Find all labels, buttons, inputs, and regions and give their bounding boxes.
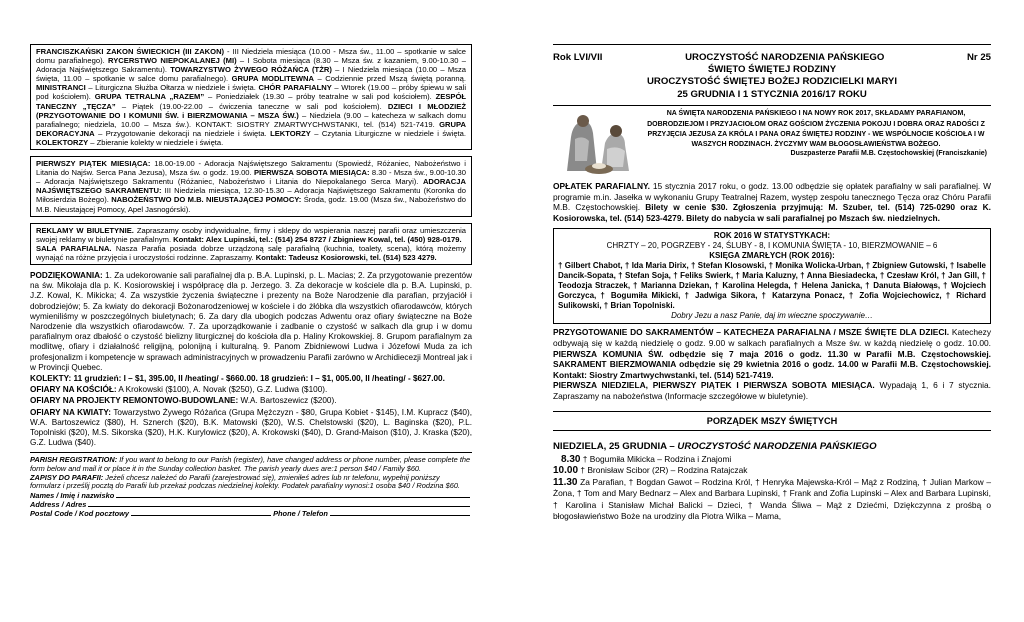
group-dance-text: – Piątek (19.00-22.00 – ćwiczenia taneczne w sali pod kościołem).: [115, 101, 388, 111]
kosciol-heading: OFIARY NA KOŚCIÓŁ:: [30, 385, 117, 395]
first-friday-text: 18.00-19.00 - Adoracja Najświętszego Sakramentu (Spowiedź, Różaniec, Nabożeństwo i Litania do Najśw. Serca Pana Jezusa), Msza św. o godz. 19.00.: [36, 159, 466, 178]
group-lectors-text: – Czytania Liturgiczne w niedziele i święta.: [310, 128, 466, 138]
stats-title: ROK 2016 W STATYSTYKACH:: [713, 230, 831, 240]
group-mi-text: – I Sobota miesiąca (8.30 – Msza św. z kazaniem, 9.00-10.30 – Adoracja Najświętszego Sakramentu).: [36, 56, 466, 75]
group-decor-text: – Przygotowanie dekoracji na niedziele i święta.: [94, 128, 271, 138]
registration-pl: [30, 474, 472, 491]
group-dance-label: ZESPÓŁ TANECZNY „TĘCZA”: [36, 92, 466, 111]
divider: [30, 452, 472, 453]
prayer-quote: Dobry Jezu a nasz Panie, daj im wieczne spoczywanie…: [671, 311, 873, 321]
kosciol-text: A Krokowski ($100), A. Novak ($250), G.Z. Ludwa ($100).: [116, 385, 328, 395]
thanks-text: 1. Za udekorowanie sali parafialnej dla p. B.A. Lupinski, p. L. Macias; 2. Za przygotowanie prezentów na św. Mikołaja dla p. K. Kosiorowskiej i współpracę dla p. Jerzego. 3. Za dekoracje w kościele dla p. B.A. Lupinski, p. J.Z. Kowal, K. Mikicka; 4. Za wszystkie życzenia świąteczne i prezenty na Boże Narodzenie dla parafian, przyjaciół i dobrodziejów; 5. Za kwiaty do dekoracji Bożonarodzeniowej w kościele i do żłóbka dla wszystkich ofiarodawców, których wymieniliśmy w poszczególnych biuletynach; 6. Za dary dla ubogich podczas Adwentu oraz ofiary świąteczne na Boże Narodzenie dla wszystkich ofiarodawców. 7. Za uporządkowanie i zadbanie o czystość w salkach dla grup i w domu parafialnym oraz dbałość o czystość bielizny liturgicznej do kościoła dla p. Haliny Krokowskiej. 8. Grupom parafialnym za modlitwę, ofiary i działalność religijną, polonijną i kulturalną. 9. Panom Zbidniewowi Ludwa i Józefowi Muda za ich profesjonalizm i kompetencje w sprawach administracyjnych w prowadzeniu Parafii zarówno w Archidiecezji Montreal jak i w Provincji Quebec.: [30, 270, 472, 372]
kwiaty-text: Towarzystwo Żywego Różańca (Grupa Mężczyzn - $80, Grupa Kobiet - $145), I.M. Kupracz ($40), W.A. Bartoszewicz ($80), H. Sznerch ($20), B.K. Matowski ($20), W.S. Chelstowski ($20), L. Baginska ($20), P.L. Topolniski ($20), M.S. Sikorska ($20), H.K. Kurylowicz ($20), A. Krokowski ($40), D. Grand-Maison ($10), J. Kraska ($20), G.Z. Ludwa ($40).: [30, 407, 472, 448]
postal-phone-field[interactable]: [30, 509, 472, 518]
zapisy-heading: ZAPISY DO PARAFII:: [30, 472, 104, 482]
address-field[interactable]: [30, 500, 472, 509]
left-column: [30, 44, 472, 518]
mass-entry: [553, 465, 991, 477]
mass-schedule: [553, 440, 991, 523]
hall-text: Nasza Parafia posiada dobrze urządzoną salę parafialną (kuchnia, toalety, scena), którą możemy wynająć na różne przyjęcia i uroczystości rodzinne. Zapraszamy.: [36, 243, 466, 262]
group-franciscan-label: FRANCISZKAŃSKI ZAKON ŚWIECKICH (III ZAKON): [36, 47, 225, 56]
kolekty-section: [30, 374, 472, 384]
kolekty-heading: KOLEKTY:: [30, 374, 72, 383]
deceased-names: † Gilbert Chabot, † Ida Maria Dirix, † Stefan Klosowski, † Monika Wolicka-Urban, † Zbigniew Gutowski, † Isabelle Dancik-Sopata, † Stefan Soja, † Feliks Swierk, † Maria Kaluzny, † Anna Biesiadecka, † Czesław Król, † Jan Gill, † Teodozja Straczek, † Marianna Dziekan, † Karolina Helegda, † Helena Janicka, † Danuta Białowąs, † Wojciech Gorczyca, † Bogumiła Mikicki, † Jadwiga Sikora, † Katarzyna Ponacz, † Zofia Wojciechowicz, † Richard Sulikowski, † Brian Topolniski.: [558, 260, 986, 311]
projekty-text: W.A. Bartoszewicz ($200).: [238, 396, 337, 406]
name-field-line[interactable]: [116, 497, 470, 498]
mass-time: 10.00: [553, 465, 579, 477]
adoration-label: ADORACJA NAJŚWIĘTSZEGO SAKRAMENTU:: [36, 177, 466, 196]
header-rule: [553, 105, 991, 106]
mass-day-label: NIEDZIELA, 25 GRUDNIA –: [553, 440, 675, 452]
group-lectors-label: LEKTORZY: [270, 128, 311, 138]
group-tzr-label: TOWARZYSTWO ŻYWEGO RÓŻAŃCA (TŻR): [170, 65, 332, 75]
mass-intention: Za Parafian, † Bogdan Gawot – Rodzina Król, † Henryka Majewska-Król – Mąż z Rodziną, † Julian Markow – Żona, † Tom and Mary Bednarz – Alex and Barbara Lupinski, † Frank and Zofia Lupinski – Alex and Barbara Lupinski, † Karolina i Stanisław Michał Balicki – Dzieci, † Wanda Śliwa – Mąż z Dziećmi, Dziękczynna z prośbą o błogosławieństwo Boże na urodziny dla Piotra Wilka – Mama,: [553, 476, 991, 522]
phone-field-line[interactable]: [330, 515, 470, 516]
mass-entry: [553, 477, 991, 523]
top-rule: [553, 44, 991, 45]
first-friday-label: PIERWSZY PIĄTEK MIESIĄCA:: [36, 159, 151, 169]
postal-field-label: Postal Code / Kod pocztowy: [30, 508, 129, 518]
announcements: [30, 271, 472, 448]
oplatek-heading: OPŁATEK PARAFIALNY.: [553, 181, 650, 192]
group-theatre-label: GRUPA TETRALNA „RAZEM”: [94, 92, 205, 102]
postal-field-line[interactable]: [131, 515, 271, 516]
projekty-section: [30, 396, 472, 406]
group-choir-label: CHÓR PARAFIALNY: [258, 83, 332, 93]
greeting-text-block: [641, 109, 991, 179]
mass-entry: [553, 454, 991, 466]
deceased-list: [558, 261, 986, 311]
thanks-heading: PODZIĘKOWANIA:: [30, 270, 103, 280]
novena-label: NABOŻEŃSTWO DO M.B. NIEUSTAJĄCEJ POMOCY:: [111, 195, 302, 205]
pierwsza-heading: PIERWSZA NIEDZIELA, PIERWSZY PIĄTEK I PIERWSZA SOBOTA MIESIĄCA.: [553, 380, 875, 391]
sakramenty-section: [553, 327, 991, 380]
registration-section: [30, 456, 472, 490]
deceased-title: KSIĘGA ZMARŁYCH (ROK 2016):: [709, 250, 835, 260]
oplatek-section: [553, 181, 991, 223]
feast-title-2: ŚWIĘTO ŚWIĘTEJ RODZINY: [707, 64, 837, 75]
group-tzr-text: – I Niedziela miesiąca (10.00 – Msza święta, 11.00 – spotkanie w salce domu parafialnego).: [36, 65, 466, 84]
sakramenty-details: PIERWSZA KOMUNIA ŚW. odbędzie się 7 maja 2016 o godz. 11.30 w Parafii M.B. Częstochowskiej. SAKRAMENT BIERZMOWANIA odbędzie się 29 kwietnia 2016 o godz. 14.00 w Parafii M.B. Częstochowskiej. Kontakt: Siostry Zmartwychwstanki, tel. (514) 521-7419.: [553, 348, 991, 380]
ads-text: Zapraszamy osoby indywidualne, firmy i sklepy do wspierania naszej parafii oraz umieszczenia swojej reklamy w biuletynie parafialnym.: [36, 225, 466, 244]
name-field-label: Names / Imię i nazwisko: [30, 490, 115, 500]
mass-intention: † Bronisław Scibor (2R) – Rodzina Ratajczak: [578, 465, 748, 476]
registration-text: If you want to belong to our Parish (register), have changed address or phone number, please complete the form below and mail it or place it in the Sunday collection basket. The parish yearly dues are:1 person $40 / Family $60.: [30, 455, 471, 474]
stats-box: [553, 228, 991, 325]
greeting-signature: Duszpasterze Parafii M.B. Częstochowskiej (Franciszkanie): [790, 150, 987, 158]
first-saturday-text: 8.30 - Msza św., 9.00-10.30 – Adoracja Najświętszego Sakramentu (Różaniec, Nabożeństwo i Litania do Niepokalanego Serca Maryi).: [36, 168, 466, 187]
registration-heading: PARISH REGISTRATION:: [30, 455, 118, 465]
group-youth-text: – Niedziela (9.00 – katecheza w salkach domu parafialnego; niedziela, 10.00 – Msza św.). KONTAKT: SIOSTRY ZMARTWYCHWSTANKI, tel. (514) 521-7419.: [36, 110, 467, 129]
issue-number: Nr 25: [967, 52, 991, 63]
projekty-heading: OFIARY NA PROJEKTY REMONTOWO-BUDOWLANE:: [30, 396, 239, 406]
group-youth-label: DZIECI I MŁODZIEŻ (PRZYGOTOWANIE DO I KOMUNII ŚW. i BIERZMOWANIA – MSZA ŚW.): [36, 101, 467, 120]
sakramenty-heading: PRZYGOTOWANIE DO SAKRAMENTÓW – KATECHEZA PARAFIALNA / MSZE ŚWIĘTE DLA DZIECI.: [553, 327, 950, 338]
pierwsza-section: [553, 380, 991, 401]
thanks-section: [30, 271, 472, 373]
right-column: [553, 44, 991, 523]
issue-year: Rok LVI/VII: [553, 52, 603, 63]
pierwsza-text: Wypadają 1, 6 i 7 stycznia. Zapraszamy na nabożeństwa (Informacje szczegółowe w biuletynie).: [553, 380, 991, 401]
zapisy-text: Jeżeli chcesz należeć do Parafii (zarejestrować się), zmieniłeś adres lub nr telefonu, wypełnij poniższy formularz i prześlij pocztą do Parafii lub przekaż podczas niedzielnej kolekty. Podatek parafialny wynosi:1 osoba $40 / Rodzina $60.: [30, 472, 460, 491]
stats-line: CHRZTY – 20, POGRZEBY - 24, ŚLUBY - 8, I KOMUNIA ŚWIĘTA - 10, BIERZMOWANIE – 6: [606, 240, 938, 250]
ads-label: REKLAMY W BIULETYNIE.: [36, 225, 134, 235]
group-theatre-text: – Poniedziałek (19.30 – próby teatralne w sali pod kościołem).: [204, 92, 436, 102]
group-altar-text: – Liturgiczna Służba Ołtarza w niedziele i święta.: [85, 83, 259, 93]
kosciol-section: [30, 385, 472, 395]
address-field-label: Address / Adres: [30, 499, 87, 509]
feast-title-3: UROCZYSTOŚĆ ŚWIĘTEJ BOŻEJ RODZICIELKI MARYI: [647, 76, 897, 88]
mass-schedule-heading: PORZĄDEK MSZY ŚWIĘTYCH: [553, 411, 991, 431]
mass-intention: † Bogumiła Mikicka – Rodzina i Znajomi: [580, 453, 732, 464]
novena-text: Środa, godz. 19.00 (Msza św., Nabożeństwo do M.B. Nieustającej Pomocy, Apel Jasnogórski).: [36, 195, 467, 214]
mass-day: [553, 440, 991, 454]
mass-time: 8.30: [561, 453, 581, 465]
ads-hall-box: [30, 223, 472, 265]
hall-contact: Kontakt: Tadeusz Kosiorowski, tel. (514) 523 4279.: [255, 252, 437, 262]
header-row: [553, 52, 991, 64]
feast-date: 25 GRUDNIA I 1 STYCZNIA 2016/17 ROKU: [677, 88, 867, 100]
group-altar-label: MINISTRANCI: [36, 83, 86, 93]
kolekty-text: 11 grudzień: I – $1, 395.00, II /heating/ - $660.00. 18 grudzień: I – $1, 005.00, II /heating/ - $627.00.: [71, 374, 445, 383]
parish-groups-box: [30, 44, 472, 150]
feast-title: UROCZYSTOŚĆ NARODZENIA PAŃSKIEGO: [685, 52, 885, 63]
kwiaty-heading: OFIARY NA KWIATY:: [30, 407, 111, 417]
name-field[interactable]: [30, 491, 472, 500]
mass-time: 11.30: [553, 476, 578, 488]
group-prayer-text: – Codziennie przed Mszą świętą poranną.: [314, 74, 466, 84]
registration-en: [30, 456, 472, 473]
adoration-text: III Niedziela miesiąca, 12.30-15.30 – Adoracja Najświętszego Sakramentu (Koronka do Miłosierdzia Bożego).: [36, 186, 466, 205]
first-saturday-label: PIERWSZA SOBOTA MIESIĄCA:: [253, 168, 370, 178]
hall-label: SALA PARAFIALNA.: [36, 243, 112, 253]
address-field-line[interactable]: [88, 506, 470, 507]
kwiaty-section: [30, 408, 472, 449]
phone-field-label: Phone / Telefon: [273, 508, 328, 518]
sakramenty-text: Katechezy odbywają się w każdą niedzielę o godz. 9.00 w salkach parafialnych a Msze św. w każdą niedzielę o godz. 10.00.: [553, 327, 992, 349]
oplatek-tickets: Bilety w cenie $30. Zgłoszenia przyjmują: M. Szuber, tel. (514) 725-0290 oraz K. Kosiorowska, tel. (514) 523-4279. Bilety do nabycia w sali parafialnej po Mszach św. niedzielnych.: [553, 202, 991, 223]
ads-contact: Kontakt: Alex Lupinski, tel.: (514) 254 8727 / Zbigniew Kowal, tel. (450) 928-0179.: [173, 234, 462, 244]
greeting-block: [553, 109, 991, 179]
nativity-image: [553, 109, 641, 179]
group-mi-label: RYCERSTWO NIEPOKALANEJ (MI): [108, 56, 237, 66]
devotions-box: [30, 156, 472, 217]
group-decor-label: GRUPA DEKORACYJNA: [36, 119, 466, 138]
group-collectors-text: – Zbieranie kolekty w niedziele i święta.: [88, 137, 224, 147]
group-prayer-label: GRUPA MODLITEWNA: [231, 74, 315, 84]
group-franciscan-text: - III Niedziela miesiąca (10.00 - Msza św., 11.00 – spotkanie w salce domu parafialnego).: [36, 47, 466, 66]
oplatek-text: 15 stycznia 2017 roku, o godz. 13.00 odbędzie się opłatek parafialny w sali parafialnej. W programie m.in. Jasełka w wykonaniu Grupy Teatralnej Razem, występ zespołu tanecznego Tęcza oraz Chóru Parafii M.B. Częstochowskiej.: [553, 181, 991, 213]
greeting-text: NA ŚWIĘTA NARODZENIA PAŃSKIEGO I NA NOWY ROK 2017, SKŁADAMY PARAFIANOM, DOBRODZIEJOM I PRZYJACIOŁOM ORAZ GOŚCIOM ŻYCZENIA POKOJU I DOBRA ORAZ RADOŚCI Z PRZYJĘCIA JEZUSA ZA KRÓLA I PANA ORAZ ŚWIĘTEJ RODZINY - WE WSPÓLNOCIE KOŚCIOŁA I W WASZYCH RODZINACH. ŻYCZYMY WAM BŁOGOSŁAWIEŃSTWA BOŻEGO.: [647, 110, 985, 149]
mass-day-feast: UROCZYSTOŚĆ NARODZENIA PAŃSKIEGO: [674, 440, 877, 452]
group-choir-text: – Wtorek (19.00 – próby śpiewu w sali pod kościołem).: [36, 83, 467, 102]
group-collectors-label: KOLEKTORZY: [36, 137, 89, 147]
